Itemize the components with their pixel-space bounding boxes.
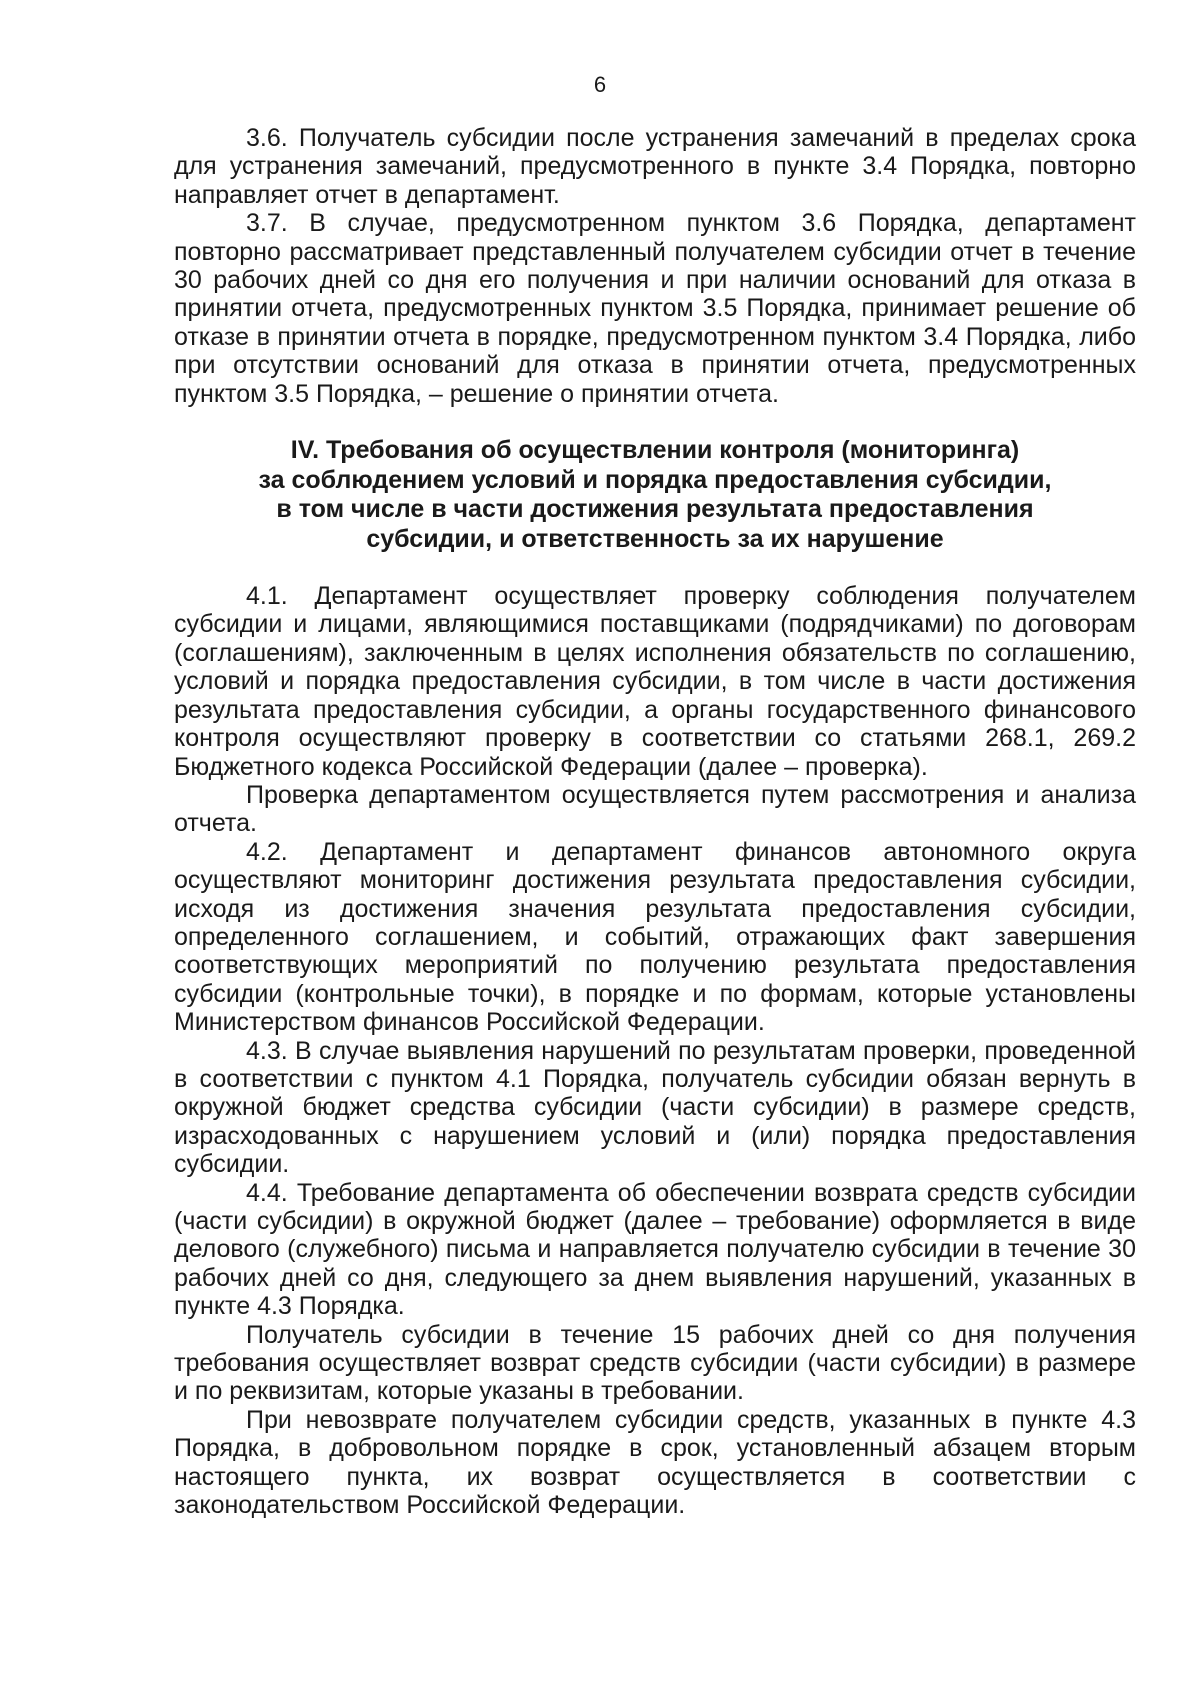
page-number: 6 bbox=[593, 72, 607, 97]
paragraph-4-3: 4.3. В случае выявления нарушений по результатам проверки, проведенной в соответствии с пунктом 4.1 Порядка, получатель субсидии обязан вернуть в окружной бюджет средства субсидии (части субсидии) в размере средств, израсходованных с нарушением условий и (или) порядка предоставления субсидии. bbox=[174, 1036, 1136, 1179]
paragraph-4-1-check: Проверка департаментом осуществляется путем рассмотрения и анализа отчета. bbox=[174, 780, 1136, 838]
paragraph-3-7: 3.7. В случае, предусмотренном пунктом 3.6 Порядка, департамент повторно рассматривает представленный получателем субсидии отчет в течение 30 рабочих дней со дня его получения и при наличии оснований для отказа в принятии отчета, предусмотренных пунктом 3.5 Порядка, принимает решение об отказе в принятии отчета в порядке, предусмотренном пунктом 3.4 Порядка, либо при отсутствии оснований для отказа в принятии отчета, предусмотренных пунктом 3.5 Порядка, – решение о принятии отчета. bbox=[174, 209, 1136, 408]
section-heading-line: субсидии, и ответственность за их нарушение bbox=[366, 524, 944, 553]
paragraph-4-4-return: Получатель субсидии в течение 15 рабочих дней со дня получения требования осуществляет возврат средств субсидии (части субсидии) в размере и по реквизитам, которые указаны в требовании. bbox=[174, 1320, 1136, 1406]
document-body bbox=[174, 124, 1136, 1519]
paragraph-3-6: 3.6. Получатель субсидии после устранения замечаний в пределах срока для устранения замечаний, предусмотренного в пункте 3.4 Порядка, повторно направляет отчет в департамент. bbox=[174, 124, 1136, 209]
section-heading-line: в том числе в части достижения результата предоставления bbox=[276, 495, 1034, 524]
paragraph-4-2: 4.2. Департамент и департамент финансов автономного округа осуществляют мониторинг достижения результата предоставления субсидии, исходя из достижения значения результата предоставления субсидии, определенного соглашением, и событий, отражающих факт завершения соответствующих мероприятий по получению результата предоставления субсидии (контрольные точки), в порядке и по формам, которые установлены Министерством финансов Российской Федерации. bbox=[174, 837, 1136, 1037]
section-heading bbox=[174, 436, 1136, 554]
section-heading-line: за соблюдением условий и порядка предоставления субсидии, bbox=[258, 465, 1052, 494]
paragraph-4-4: 4.4. Требование департамента об обеспечении возврата средств субсидии (части субсидии) в окружной бюджет (далее – требование) оформляется в виде делового (служебного) письма и направляется получателю субсидии в течение 30 рабочих дней со дня, следующего за днем выявления нарушений, указанных в пункте 4.3 Порядка. bbox=[174, 1178, 1136, 1321]
paragraph-4-4-nonreturn: При невозврате получателем субсидии средств, указанных в пункте 4.3 Порядка, в добровольном порядке в срок, установленный абзацем вторым настоящего пункта, их возврат осуществляется в соответствии с законодательством Российской Федерации. bbox=[174, 1405, 1136, 1520]
paragraph-4-1: 4.1. Департамент осуществляет проверку соблюдения получателем субсидии и лицами, являющимися поставщиками (подрядчиками) по договорам (соглашениям), заключенным в целях исполнения обязательств по соглашению, условий и порядка предоставления субсидии, в том числе в части достижения результата предоставления субсидии, а органы государственного финансового контроля осуществляют проверку в соответствии со статьями 268.1, 269.2 Бюджетного кодекса Российской Федерации (далее – проверка). bbox=[174, 582, 1136, 781]
section-heading-line: IV. Требования об осуществлении контроля (мониторинга) bbox=[290, 436, 1020, 465]
